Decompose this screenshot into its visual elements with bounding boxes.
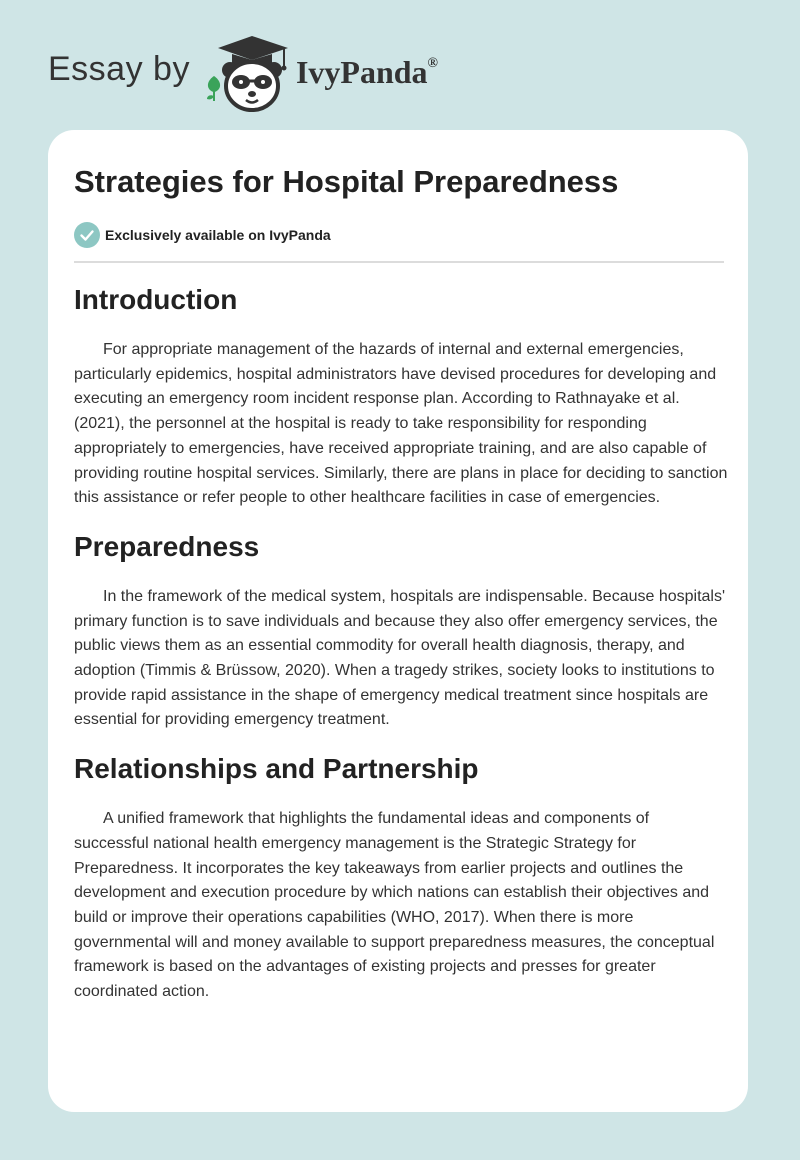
registered-mark: ®: [427, 55, 439, 71]
section-heading-relationships: Relationships and Partnership: [74, 753, 479, 785]
section-body-introduction: For appropriate management of the hazards of internal and external emergencies, particularly epidemics, hospital administrators have devised procedures for developing and executing an emergency room incident response plan. According to Rathnayake et al. (2021), the personnel at the hospital is ready to take responsibility for responding appropriately to emergencies, have received appropriate training, and are also capable of providing routine hospital services. Similarly, there are plans in place for deciding to sanction this assistance or refer people to other healthcare facilities in case of emergencies.: [74, 341, 728, 507]
brand-text: IvyPanda: [295, 53, 428, 90]
section-heading-preparedness: Preparedness: [74, 530, 260, 562]
check-circle-icon: [74, 222, 100, 248]
exclusive-badge-text: Exclusively available on IvyPanda: [105, 227, 331, 243]
section-heading-introduction: Introduction: [74, 284, 238, 315]
essay-content: [74, 282, 728, 1023]
section-body-preparedness: In the framework of the medical system, hospitals are indispensable. Because hospitals' primary function is to save individuals and because they also offer emergency services, the public views them as an essential commodity for overall health diagnosis, therapy, and adoption (Timmis & Brüssow, 2020). When a tragedy strikes, society looks to institutions to provide rapid assistance in the shape of emergency medical treatment since hospitals are essential for providing emergency treatment.: [74, 587, 726, 729]
title-divider: [74, 261, 724, 263]
brand-name: [296, 54, 438, 91]
essay-card: [48, 130, 748, 1112]
exclusive-badge: [74, 222, 331, 248]
essay-by-label: Essay by: [48, 49, 190, 88]
site-header: [48, 34, 438, 114]
section-body-relationships: A unified framework that highlights the fundamental ideas and components of successful national health emergency management is the Strategic Strategy for Preparedness. It incorporates the key takeaways from earlier projects and outlines the development and execution procedure by which nations can establish their objectives and build or improve their operations capabilities (WHO, 2017). When there is more governmental will and money available to support preparedness measures, the conceptual framework is based on the advantages of existing projects and presses for greater coordinated action.: [74, 810, 715, 1001]
ivy-leaf-icon: [204, 74, 224, 102]
essay-title: Strategies for Hospital Preparedness: [74, 164, 619, 199]
